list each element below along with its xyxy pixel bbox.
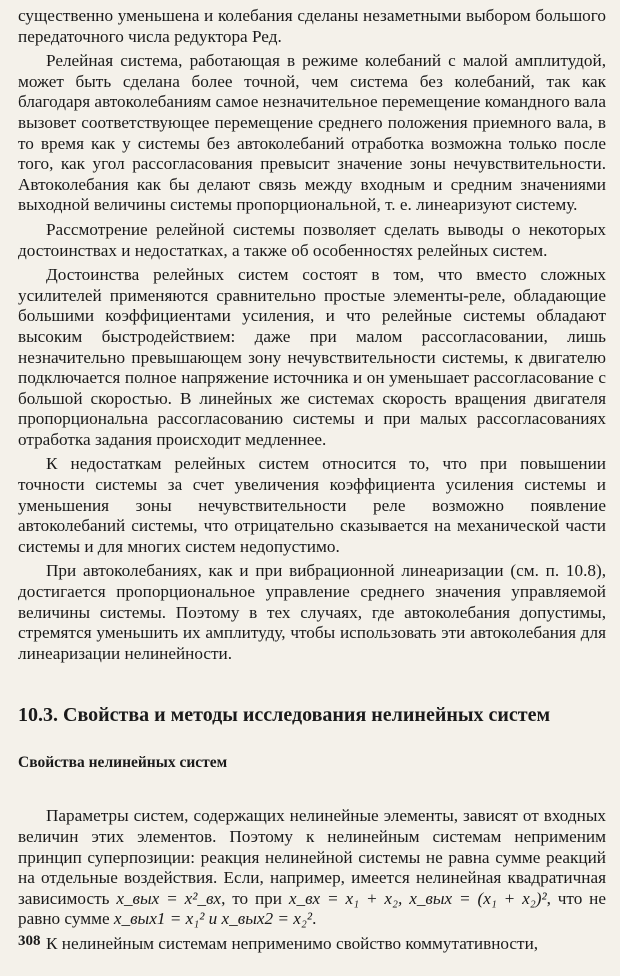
section-title: 10.3. Свойства и методы исследования нелинейных систем: [18, 704, 551, 727]
paragraph-disadvantages: К недостаткам релейных систем относится то, что при повышении точности системы за счет увеличения коэффициента усиления системы и уменьшения зоны нечувствительности реле возможно появление автоколебаний системы, что отрицательно сказывается на механической части системы и для многих систем недопустимо.: [18, 454, 606, 556]
formula-quadratic: x_вых = x²_вх: [116, 888, 222, 908]
paragraph-relay-review: Рассмотрение релейной системы позволяет сделать выводы о некоторых достоинствах и недостатках, а также об особенностях релейных систем.: [18, 219, 606, 260]
text-between-1: , то при: [221, 888, 282, 908]
subsection-title: Свойства нелинейных систем: [18, 754, 228, 772]
paragraph-advantages: Достоинства релейных систем состоят в том, что вместо сложных усилителей применяются сравнительно простые элементы-реле, обладающие большими коэффициентами усиления, и что релейные системы обладают высоким быстродействием: даже при малом рассогласовании, лишь незначительно превышающем зону нечувствительности системы, к двигателю подключается полное напряжение источника и он уменьшает рассогласование с большой скоростью. В линейных же системах скорость вращения двигателя пропорциональна рассогласованию системы и при малых рассогласованиях отработка задания происходит медленнее.: [18, 265, 606, 449]
paragraph-nonlinear-params: [18, 806, 606, 930]
paragraph-relay-accuracy: Релейная система, работающая в режиме колебаний с малой амплитудой, может быть сделана более точной, чем система без колебаний, так как благодаря автоколебаниям самое незначительное перемещение командного вала вызовет соответствующее перемещение среднего положения приемного вала, в то время как у системы без автоколебаний отработка возможна только после того, как угол рассогласования превысит значение зоны нечувствительности. Автоколебания как бы делают связь между входным и средним значениями выходной величины системы пропорциональной, т. е. линеаризуют систему.: [18, 51, 606, 215]
paragraph-self-oscillation: При автоколебаниях, как и при вибрационной линеаризации (см. п. 10.8), достигается пропорциональное управление среднего значения управляемой величины системы. Поэтому в тех случаях, где автоколебания допустимы, стремятся уменьшить их амплитуду, чтобы использовать эти автоколебания для линеаризации нелинейности.: [18, 561, 606, 663]
text-end: .: [312, 909, 317, 929]
paragraph-nonlinear-text: Параметры систем, содержащих нелинейные элементы, зависят от входных величин этих элементов. Поэтому к нелинейным системам неприменим принцип суперпозиции: реакция нелинейной системы не равна сумме реакций на отдельные воздействия. Если, например, имеется нелинейная квадратичная зависимость: [18, 806, 606, 908]
paragraph-commutativity: К нелинейным системам неприменимо свойство коммутативности,: [46, 933, 539, 953]
formula-separate: x_вых1 = x₁² и x_вых2 = x₂²: [113, 909, 313, 929]
text-between-2: , что не равно сумме: [18, 888, 607, 929]
formula-sum: x_вх = x₁ + x₂, x_вых = (x₁ + x₂)²: [288, 888, 547, 908]
paragraph-continuation: существенно уменьшена и колебания сделаны незаметными выбором большого передаточного числа редуктора Ред.: [18, 6, 606, 46]
page-number: 308: [18, 933, 41, 949]
